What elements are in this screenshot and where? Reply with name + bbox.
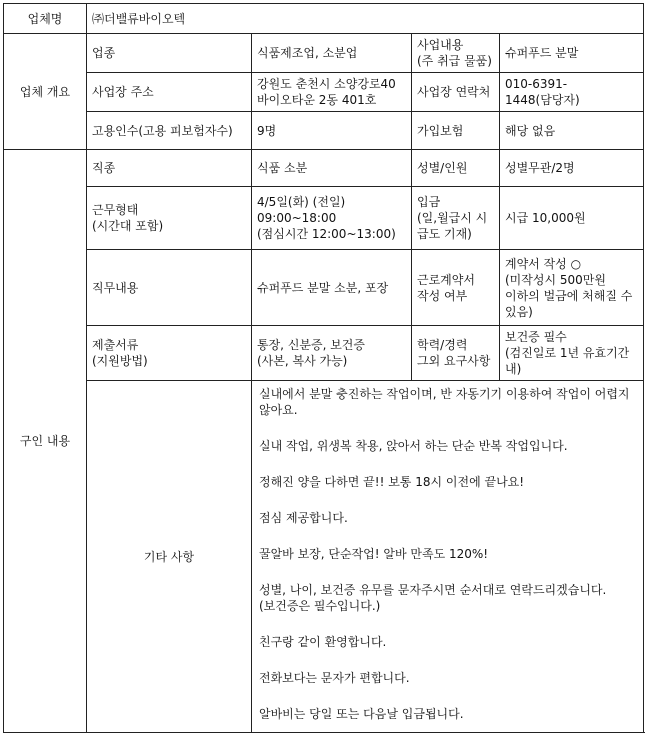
pay-label-line: 급도 기재)	[417, 227, 472, 241]
work-row	[4, 187, 644, 250]
work-value-line: (점심시간 12:00~13:00)	[257, 227, 396, 241]
contract-value-line: (미작성시 500만원 이하의 벌금에 처해질 수 있음)	[505, 272, 633, 319]
docs-label-line: 제출서류	[92, 338, 139, 352]
pay-label-line: (일,월급시 시	[417, 211, 488, 225]
work-label-line: (시간대 포함)	[92, 219, 164, 233]
business-label-line: (주 취급 물품)	[417, 54, 492, 68]
job-type-row	[4, 150, 644, 187]
address-value-line: 강원도 춘천시 소양강로40	[257, 77, 396, 91]
work-value-line: 09:00~18:00	[257, 211, 337, 225]
pay-label	[412, 187, 500, 250]
contract-label-line: 작성 여부	[417, 288, 468, 303]
docs-value-line: (사본, 복사 가능)	[257, 354, 348, 368]
etc-notes	[252, 381, 644, 733]
company-name-label: 업체명	[4, 4, 87, 34]
company-name-row	[4, 4, 644, 34]
gender-label: 성별/인원	[412, 150, 500, 187]
docs-row	[4, 326, 644, 381]
duty-row	[4, 250, 644, 326]
industry-row	[4, 34, 644, 73]
insurance-label: 가입보험	[412, 112, 500, 150]
job-type-value: 식품 소분	[252, 150, 412, 187]
company-name-value: ㈜더밸류바이오텍	[87, 4, 644, 34]
business-value: 슈퍼푸드 분말	[500, 34, 644, 73]
company-overview-section: 업체 개요	[4, 34, 87, 150]
job-type-label: 직종	[87, 150, 252, 187]
employees-label: 고용인수(고용 피보험자수)	[87, 112, 252, 150]
work-value	[252, 187, 412, 250]
address-value	[252, 73, 412, 112]
docs-value	[252, 326, 412, 381]
contract-value	[500, 250, 644, 326]
etc-note: 실내 작업, 위생복 착용, 앉아서 하는 단순 반복 작업입니다.	[259, 439, 568, 453]
pay-value: 시급 10,000원	[500, 187, 644, 250]
industry-value: 식품제조업, 소분업	[252, 34, 412, 73]
duty-value: 슈퍼푸드 분말 소분, 포장	[252, 250, 412, 326]
contact-value: 010-6391-1448(담당자)	[500, 73, 644, 112]
edu-label-line: 그외 요구사항	[417, 354, 491, 368]
etc-note: 실내에서 분말 충진하는 작업이며, 반 자동기기 이용하여 작업이 어렵지 않아요.	[259, 387, 630, 417]
address-value-line: 바이오타운 2동 401호	[257, 93, 377, 107]
etc-note: 알바비는 당일 또는 다음날 입금됩니다.	[259, 707, 464, 721]
docs-value-line: 통장, 신분증, 보건증	[257, 338, 365, 352]
pay-label-line: 입금	[417, 195, 441, 209]
job-details-section: 구인 내용	[4, 150, 87, 733]
edu-label-line: 학력/경력	[417, 338, 468, 352]
docs-label	[87, 326, 252, 381]
insurance-value: 해당 없음	[500, 112, 644, 150]
gender-value: 성별무관/2명	[500, 150, 644, 187]
edu-value-line: (검진일로 1년 유효기간 내)	[505, 346, 630, 376]
duty-label: 직무내용	[87, 250, 252, 326]
address-label: 사업장 주소	[87, 73, 252, 112]
etc-section: 기타 사항	[87, 381, 252, 733]
contact-label: 사업장 연락처	[412, 73, 500, 112]
business-label	[412, 34, 500, 73]
address-row	[4, 73, 644, 112]
etc-note: 성별, 나이, 보건증 유무를 문자주시면 순서대로 연락드리겠습니다.	[259, 583, 607, 597]
work-label-line: 근무형태	[92, 203, 139, 217]
etc-note: 점심 제공합니다.	[259, 511, 348, 525]
contract-value-line: 계약서 작성 ○	[505, 256, 582, 271]
etc-note: 전화보다는 문자가 편합니다.	[259, 671, 410, 685]
edu-value-line: 보건증 필수	[505, 330, 567, 344]
industry-label: 업종	[87, 34, 252, 73]
business-label-line: 사업내용	[417, 38, 464, 52]
employees-row	[4, 112, 644, 150]
work-label	[87, 187, 252, 250]
etc-note: (보건증은 필수입니다.)	[259, 599, 381, 613]
contract-label-line: 근로계약서	[417, 272, 475, 287]
docs-label-line: (지원방법)	[92, 354, 148, 368]
etc-row	[4, 381, 644, 733]
employees-value: 9명	[252, 112, 412, 150]
etc-note: 꿀알바 보장, 단순작업! 알바 만족도 120%!	[259, 547, 489, 561]
etc-note: 친구랑 같이 환영합니다.	[259, 635, 387, 649]
contract-label	[412, 250, 500, 326]
edu-label	[412, 326, 500, 381]
edu-value	[500, 326, 644, 381]
work-value-line: 4/5일(화) (전일)	[257, 195, 346, 209]
job-posting-table	[3, 3, 644, 733]
etc-note: 정해진 양을 다하면 끝!! 보통 18시 이전에 끝나요!	[259, 475, 525, 489]
